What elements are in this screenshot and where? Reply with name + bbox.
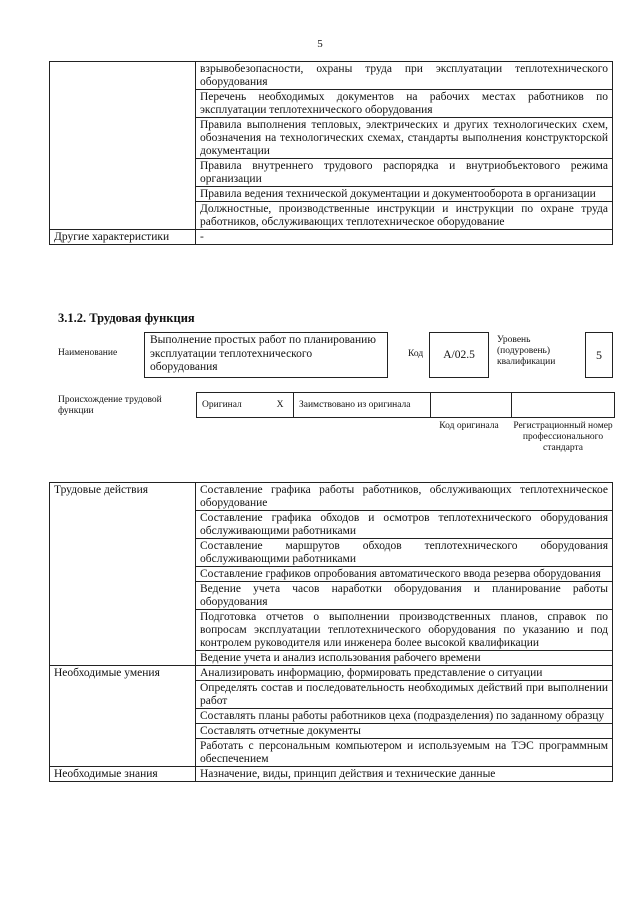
page-number: 5	[317, 38, 323, 50]
original-mark: X	[267, 393, 294, 418]
original-label: Оригинал	[197, 393, 268, 418]
row-item-text: Работать с персональным компьютером и используемым на ТЭС программным обеспечением	[196, 739, 613, 767]
reg-number-cell	[512, 393, 615, 418]
top-requirements-table	[49, 61, 613, 245]
function-name-box: Выполнение простых работ по планированию эксплуатации теплотехнического оборудования	[144, 332, 388, 378]
row-item-text: Назначение, виды, принцип действия и технические данные	[196, 767, 613, 782]
row-item-text: Составление графиков опробования автоматического ввода резерва оборудования	[196, 567, 613, 582]
origin-label: Происхождение трудовой функции	[58, 395, 162, 416]
code-caption: Код оригинала	[439, 421, 499, 431]
row-item-text: -	[196, 230, 613, 245]
row-item-text: Составлять планы работы работников цеха (подразделения) по заданному образцу	[196, 709, 613, 724]
row-item-text: Должностные, производственные инструкции и инструкции по охране труда работников, обслуживающих теплотехническое оборудование	[196, 202, 613, 230]
origin-table	[196, 392, 615, 418]
row-item-text: Перечень необходимых документов на рабочих местах работников по эксплуатации теплотехнического оборудования	[196, 90, 613, 118]
row-item-text: Составление графика работы работников, обслуживающих теплотехническое оборудование	[196, 483, 613, 511]
row-item-text: Определять состав и последовательность необходимых действий при выполнении работ	[196, 681, 613, 709]
row-item-text: Ведение учета часов наработки оборудования и планирование работы оборудования	[196, 582, 613, 610]
level-box: 5	[585, 332, 613, 378]
section-title: 3.1.2. Трудовая функция	[58, 311, 195, 325]
row-group-label: Необходимые умения	[50, 666, 196, 767]
name-label: Наименование	[58, 348, 118, 358]
table-row	[50, 666, 613, 681]
table-row	[50, 767, 613, 782]
code-box: A/02.5	[429, 332, 489, 378]
row-group-label: Необходимые знания	[50, 767, 196, 782]
table-row	[50, 230, 613, 245]
reg-caption: Регистрационный номер профессионального стандарта	[513, 421, 613, 453]
row-item-text: Составление графика обходов и осмотров теплотехнического оборудования обслуживающими работниками	[196, 511, 613, 539]
row-group-label: Трудовые действия	[50, 483, 196, 666]
row-item-text: Правила ведения технической документации и документооборота в организации	[196, 187, 613, 202]
level-label: Уровень (подуровень) квалификации	[497, 335, 556, 367]
row-item-text: Ведение учета и анализ использования рабочего времени	[196, 651, 613, 666]
row-item-text: Подготовка отчетов о выполнении производственных планов, справок по вопросам эксплуатации теплотехнического оборудования по указанию и под контролем руководителя или инженера более высокой квалификации	[196, 610, 613, 651]
table-row	[50, 483, 613, 511]
main-requirements-table	[49, 482, 613, 782]
row-item-text: Правила выполнения тепловых, электрических и других технологических схем, обозначения на технологических схемах, стандарты выполнения конструкторской документации	[196, 118, 613, 159]
row-item-text: Правила внутреннего трудового распорядка и внутриобъектового режима организации	[196, 159, 613, 187]
row-item-text: Составление маршрутов обходов теплотехнического оборудования обслуживающими работниками	[196, 539, 613, 567]
original-code-cell	[431, 393, 512, 418]
row-item-text: Анализировать информацию, формировать представление о ситуации	[196, 666, 613, 681]
row-group-label: Другие характеристики	[50, 230, 196, 245]
row-item-text: Составлять отчетные документы	[196, 724, 613, 739]
borrowed-label: Заимствовано из оригинала	[294, 393, 431, 418]
code-label: Код	[408, 349, 424, 359]
row-item-text: взрывобезопасности, охраны труда при эксплуатации теплотехнического оборудования	[196, 62, 613, 90]
table-row	[50, 62, 613, 90]
row-group-label	[50, 62, 196, 230]
